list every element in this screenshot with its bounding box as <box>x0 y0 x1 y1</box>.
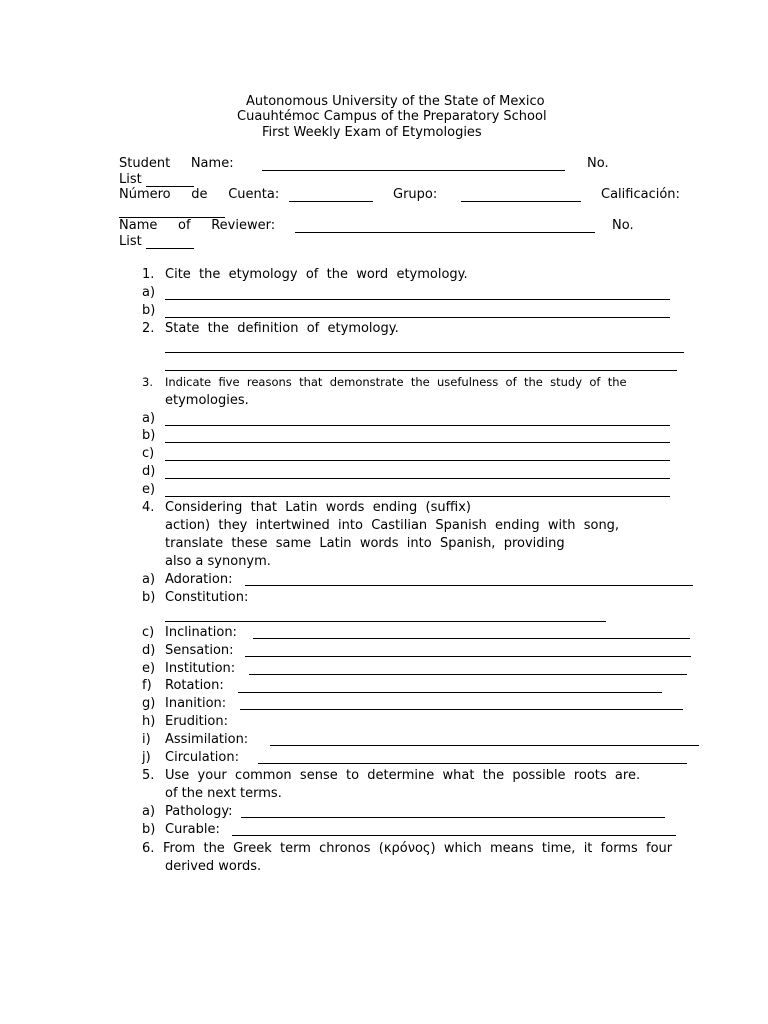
q3-number: 3. <box>142 375 153 389</box>
no-label: No. <box>587 156 609 171</box>
q3-text: Indicate five reasons that demonstrate the usefulness of the study of the <box>165 375 627 389</box>
q4-e-letter: e) <box>142 661 156 676</box>
no-label-2: No. <box>612 218 634 233</box>
q3-d-line[interactable] <box>165 478 670 479</box>
q4-text-4: also a synonym. <box>165 554 271 569</box>
q4-a-letter: a) <box>142 572 156 587</box>
q4-j-line[interactable] <box>258 763 687 764</box>
q4-b-word: Constitution: <box>165 590 249 605</box>
q4-j-letter: j) <box>142 750 151 765</box>
q4-h-word: Erudition: <box>165 714 228 729</box>
q3-d-letter: d) <box>142 464 156 479</box>
q3-b-letter: b) <box>142 428 156 443</box>
q4-c-word: Inclination: <box>165 625 237 640</box>
q2-line-2[interactable] <box>165 370 677 371</box>
campus-title: Cuauhtémoc Campus of the Preparatory School <box>237 109 547 124</box>
q6-text-1: From the Greek term chronos (κρόνος) which means time, it forms four <box>163 841 673 856</box>
q4-h-letter: h) <box>142 714 156 729</box>
q5-a-word: Pathology: <box>165 804 233 819</box>
q4-f-line[interactable] <box>238 692 662 693</box>
q4-g-word: Inanition: <box>165 696 227 711</box>
grupo-label: Grupo: <box>393 187 438 202</box>
q5-text-2: of the next terms. <box>165 786 282 801</box>
q4-b-line[interactable] <box>165 621 606 622</box>
q4-number: 4. <box>142 500 155 515</box>
q4-d-line[interactable] <box>245 656 691 657</box>
numero-cuenta-line[interactable] <box>289 201 373 202</box>
q5-b-letter: b) <box>142 822 156 837</box>
q4-text-3: translate these same Latin words into Spanish, providing <box>165 536 565 551</box>
q4-j-word: Circulation: <box>165 750 239 765</box>
q1-text: Cite the etymology of the word etymology. <box>165 267 468 282</box>
q4-c-line[interactable] <box>253 638 690 639</box>
q5-b-line[interactable] <box>232 835 676 836</box>
q4-b-letter: b) <box>142 590 156 605</box>
university-title: Autonomous University of the State of Mexico <box>246 94 545 109</box>
q4-text-1: Considering that Latin words ending (suffix) <box>165 500 471 515</box>
list-label: List <box>119 172 142 187</box>
q2-text: State the definition of etymology. <box>165 321 399 336</box>
q3-a-line[interactable] <box>165 425 670 426</box>
q1-b-letter: b) <box>142 303 156 318</box>
q2-line-1[interactable] <box>165 352 684 353</box>
q4-e-line[interactable] <box>249 674 687 675</box>
student-name-line[interactable] <box>262 170 565 171</box>
q4-f-word: Rotation: <box>165 678 224 693</box>
q2-number: 2. <box>142 321 155 336</box>
q4-i-line[interactable] <box>270 745 699 746</box>
q4-i-word: Assimilation: <box>165 732 249 747</box>
q4-d-letter: d) <box>142 643 156 658</box>
q4-c-letter: c) <box>142 625 155 640</box>
exam-title: First Weekly Exam of Etymologies <box>262 125 482 140</box>
q3-c-line[interactable] <box>165 460 670 461</box>
q3-b-line[interactable] <box>165 442 670 443</box>
q3-text-2: etymologies. <box>165 393 249 408</box>
q1-b-line[interactable] <box>165 317 670 318</box>
q4-g-line[interactable] <box>240 709 683 710</box>
q3-e-letter: e) <box>142 482 156 497</box>
q5-b-word: Curable: <box>165 822 220 837</box>
reviewer-name-line[interactable] <box>295 232 595 233</box>
q4-text-2: action) they intertwined into Castilian Spanish ending with song, <box>165 518 620 533</box>
student-name-label: Student Name: <box>119 156 234 171</box>
q1-number: 1. <box>142 267 155 282</box>
reviewer-name-label: Name of Reviewer: <box>119 218 276 233</box>
q4-g-letter: g) <box>142 696 156 711</box>
q5-a-letter: a) <box>142 804 156 819</box>
q6-text-2: derived words. <box>165 859 262 874</box>
q3-c-letter: c) <box>142 446 155 461</box>
q4-e-word: Institution: <box>165 661 236 676</box>
q4-i-letter: i) <box>142 732 151 747</box>
q1-a-line[interactable] <box>165 299 670 300</box>
q4-f-letter: f) <box>142 678 152 693</box>
q3-a-letter: a) <box>142 411 156 426</box>
numero-cuenta-label: Número de Cuenta: <box>119 187 280 202</box>
q3-e-line[interactable] <box>165 496 670 497</box>
q5-number: 5. <box>142 768 155 783</box>
q5-text-1: Use your common sense to determine what the possible roots are. <box>165 768 641 783</box>
calificacion-label: Calificación: <box>601 187 680 202</box>
q6-number: 6. <box>142 841 155 856</box>
list-label-2: List <box>119 234 142 249</box>
q1-a-letter: a) <box>142 285 156 300</box>
q4-a-line[interactable] <box>245 585 693 586</box>
q4-a-word: Adoration: <box>165 572 233 587</box>
list-number-line-2[interactable] <box>146 248 194 249</box>
grupo-line[interactable] <box>461 201 581 202</box>
q4-d-word: Sensation: <box>165 643 234 658</box>
q5-a-line[interactable] <box>241 817 665 818</box>
